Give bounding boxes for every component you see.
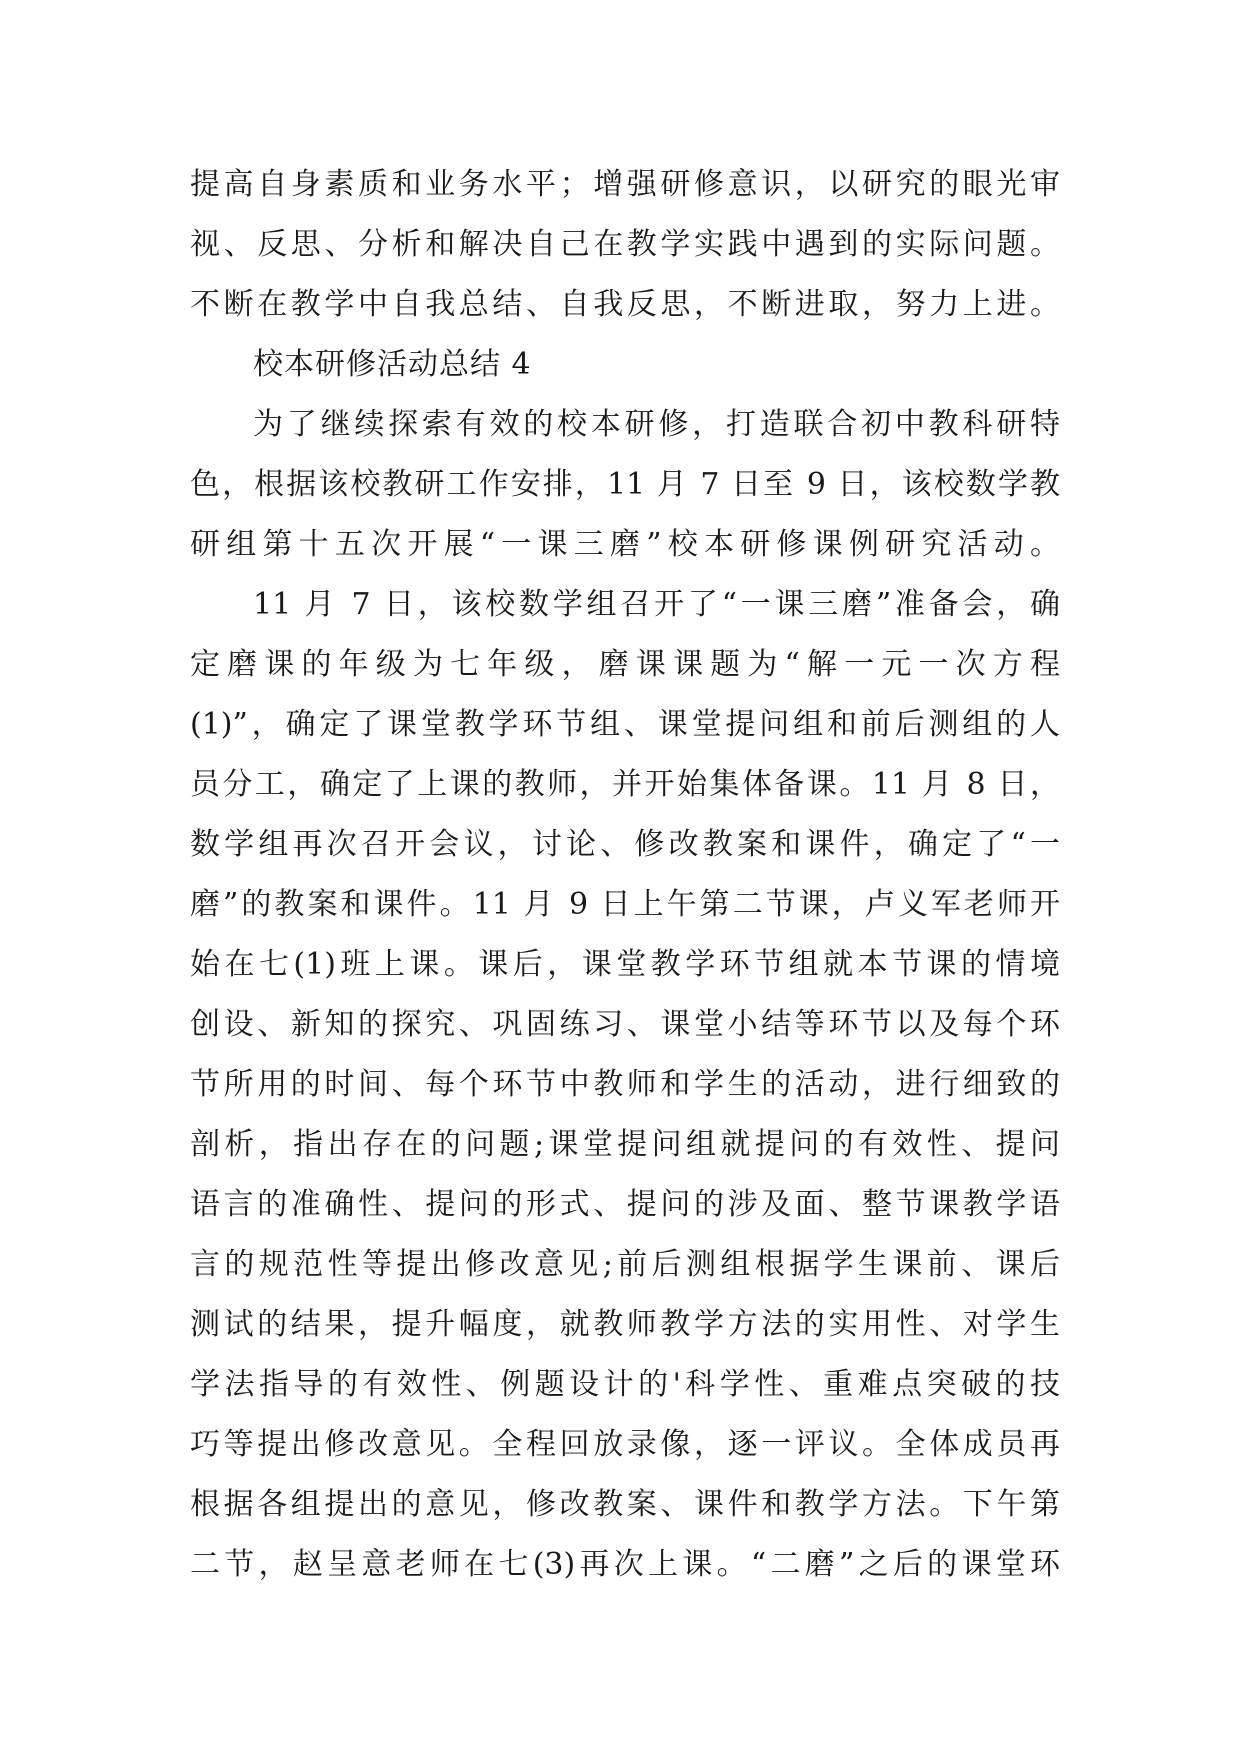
- text-line: 为了继续探索有效的校本研修，打造联合初中教科研特: [253, 407, 1060, 442]
- text-line: 研组第十五次开展“一课三磨”校本研修课例研究活动。: [190, 527, 1060, 562]
- text-line: 创设、新知的探究、巩固练习、课堂小结等环节以及每个环: [190, 1007, 1060, 1042]
- text-line: 磨”的教案和课件。11 月 9 日上午第二节课，卢义军老师开: [190, 887, 1060, 922]
- text-line: 不断在教学中自我总结、自我反思，不断进取，努力上进。: [190, 287, 1060, 322]
- text-line: 二节，赵呈意老师在七(3)再次上课。“二磨”之后的课堂环: [190, 1547, 1060, 1582]
- text-line: 剖析，指出存在的问题;课堂提问组就提问的有效性、提问: [190, 1127, 1060, 1162]
- text-line: 员分工，确定了上课的教师，并开始集体备课。11 月 8 日，: [190, 767, 1060, 802]
- text-line: 11 月 7 日，该校数学组召开了“一课三磨”准备会，确: [253, 587, 1060, 622]
- text-line: 巧等提出修改意见。全程回放录像，逐一评议。全体成员再: [190, 1427, 1060, 1462]
- text-line: 测试的结果，提升幅度，就教师教学方法的实用性、对学生: [190, 1307, 1060, 1342]
- document-body: [190, 155, 1060, 1595]
- text-line: 数学组再次召开会议，讨论、修改教案和课件，确定了“一: [190, 827, 1060, 862]
- text-line: 学法指导的有效性、例题设计的'科学性、重难点突破的技: [190, 1367, 1060, 1402]
- text-line: 提高自身素质和业务水平；增强研修意识，以研究的眼光审: [190, 167, 1060, 202]
- text-line: 语言的准确性、提问的形式、提问的涉及面、整节课教学语: [190, 1187, 1060, 1222]
- text-line: 言的规范性等提出修改意见;前后测组根据学生课前、课后: [190, 1247, 1060, 1282]
- text-line: 节所用的时间、每个环节中教师和学生的活动，进行细致的: [190, 1067, 1060, 1102]
- section-heading: 校本研修活动总结 4: [253, 347, 532, 382]
- text-line: 视、反思、分析和解决自己在教学实践中遇到的实际问题。: [190, 227, 1060, 262]
- text-line: 定磨课的年级为七年级，磨课课题为“解一元一次方程: [190, 647, 1060, 682]
- text-line: 根据各组提出的意见，修改教案、课件和教学方法。下午第: [190, 1487, 1060, 1522]
- text-line: 始在七(1)班上课。课后，课堂教学环节组就本节课的情境: [190, 947, 1060, 982]
- text-line: 色，根据该校教研工作安排，11 月 7 日至 9 日，该校数学教: [190, 467, 1060, 502]
- text-line: (1)”，确定了课堂教学环节组、课堂提问组和前后测组的人: [190, 707, 1060, 742]
